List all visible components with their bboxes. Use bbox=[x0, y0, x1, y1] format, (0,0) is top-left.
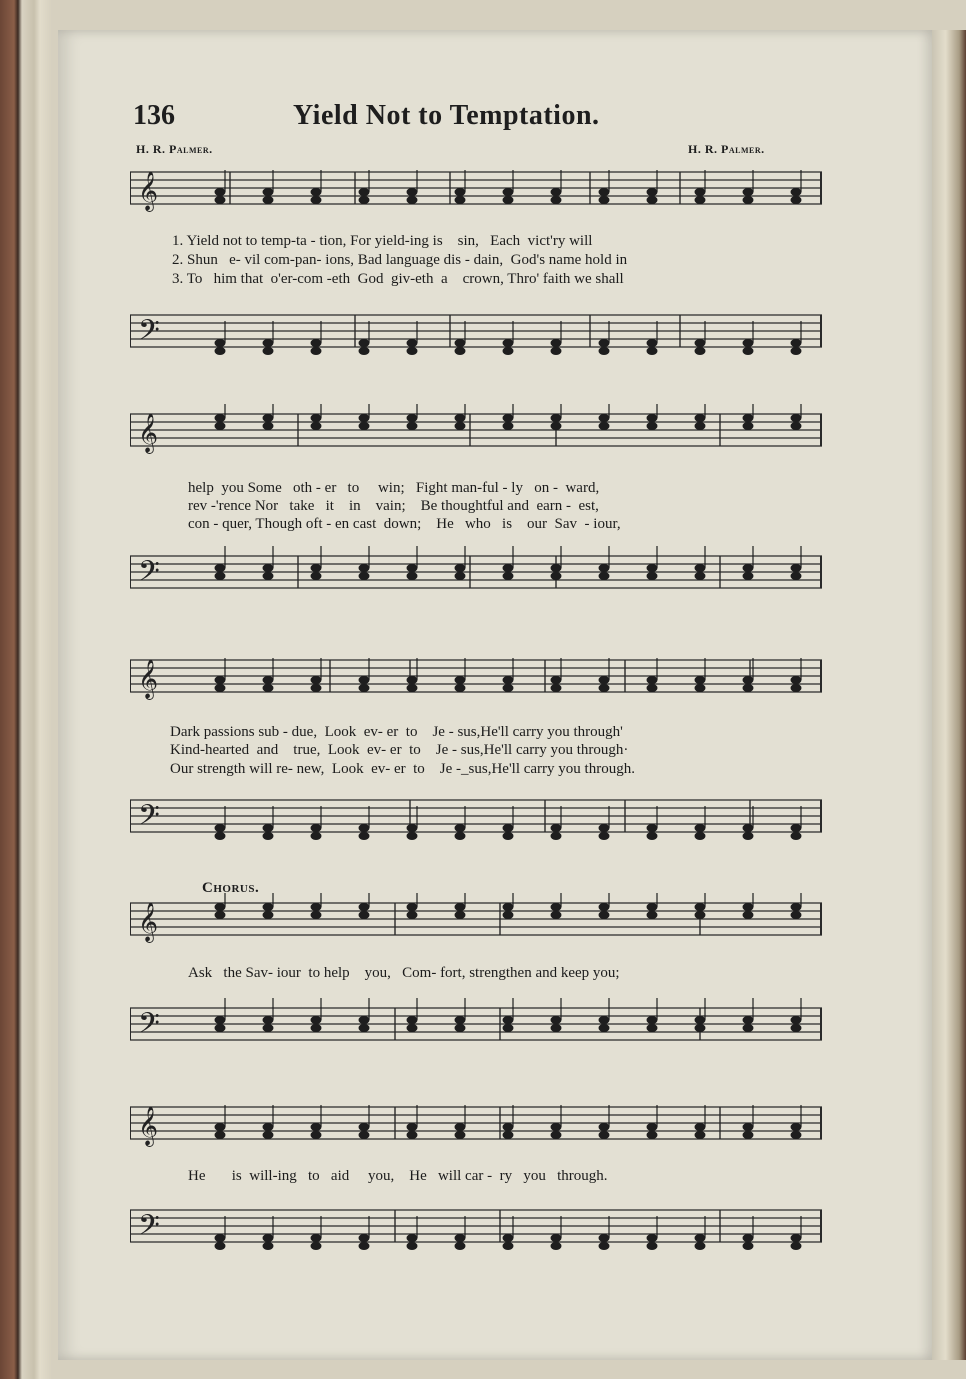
hymn-title: Yield Not to Temptation. bbox=[293, 100, 600, 131]
staff bbox=[130, 1200, 822, 1260]
svg-text:𝄢: 𝄢 bbox=[138, 555, 160, 595]
staff bbox=[130, 998, 822, 1058]
staff bbox=[130, 162, 822, 222]
svg-text:𝄞: 𝄞 bbox=[138, 1106, 159, 1146]
lyric-line: rev -'rence Nor take it in vain; Be thoughtful and earn - est, bbox=[188, 498, 599, 514]
lyric-line: 2. Shun e- vil com-pan- ions, Bad language dis - dain, God's name hold in bbox=[172, 252, 628, 268]
lyric-line: 3. To him that o'er-com -eth God giv-eth a crown, Thro' faith we shall bbox=[172, 271, 624, 287]
svg-text:𝄞: 𝄞 bbox=[138, 171, 159, 211]
composer-credit-right: H. R. Palmer. bbox=[688, 142, 765, 156]
lyric-line: Our strength will re- new, Look ev- er to Je -_sus,He'll carry you through. bbox=[170, 761, 635, 777]
lyric-line: Ask the Sav- iour to help you, Com- fort, strengthen and keep you; bbox=[188, 965, 620, 981]
lyric-line: 1. Yield not to temp-ta - tion, For yield-ing is sin, Each vict'ry will bbox=[172, 233, 593, 249]
composer-credit-left: H. R. Palmer. bbox=[136, 142, 213, 156]
svg-text:𝄢: 𝄢 bbox=[138, 799, 160, 839]
svg-text:𝄢: 𝄢 bbox=[138, 1007, 160, 1047]
staff bbox=[130, 790, 822, 850]
page-header bbox=[133, 100, 833, 140]
staff bbox=[130, 1097, 822, 1157]
lyric-line: help you Some oth - er to win; Fight man-ful - ly on - ward, bbox=[188, 480, 600, 496]
lyric-line: He is will-ing to aid you, He will car - ry you through. bbox=[188, 1168, 608, 1184]
svg-text:𝄞: 𝄞 bbox=[138, 413, 159, 453]
staff bbox=[130, 893, 822, 953]
lyric-line: Dark passions sub - due, Look ev- er to Je - sus,He'll carry you through' bbox=[170, 724, 623, 740]
staff bbox=[130, 650, 822, 710]
svg-text:𝄞: 𝄞 bbox=[138, 902, 159, 942]
svg-text:𝄢: 𝄢 bbox=[138, 1209, 160, 1249]
lyric-line: Kind-hearted and true, Look ev- er to Je - sus,He'll carry you through· bbox=[170, 742, 629, 758]
page-number: 136 bbox=[133, 100, 175, 131]
svg-text:𝄢: 𝄢 bbox=[138, 314, 160, 354]
staff bbox=[130, 546, 822, 606]
lyric-line: con - quer, Though oft - en cast down; He who is our Sav - iour, bbox=[188, 516, 621, 532]
staff bbox=[130, 404, 822, 464]
facing-page-edge bbox=[932, 30, 966, 1360]
chorus-label: Chorus. bbox=[202, 880, 260, 896]
staff bbox=[130, 305, 822, 365]
svg-text:𝄞: 𝄞 bbox=[138, 659, 159, 699]
